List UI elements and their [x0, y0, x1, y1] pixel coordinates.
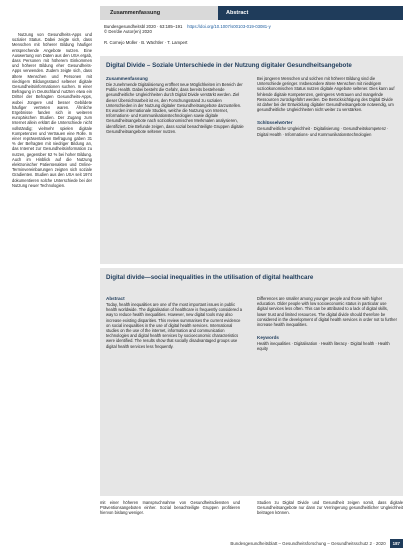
german-abstract-box — [100, 56, 403, 264]
english-article-title: Digital divide—social inequalities in the utilisation of digital healthcare — [106, 274, 314, 281]
german-keywords-heading: Schlüsselwörter — [257, 120, 293, 126]
german-abstract-text-2: Bei jüngeren Menschen und solchen mit höherer Bildung sind die Unterschiede geringer. Insbesondere ältere Menschen mit niedrigem sozioökonomischen Status nutzen digitale Angebote seltener. Dies kann auf fehlende digitale Kompetenzen, geringeres Vertrauen und mangelnde Ressourcen zurückgeführt werden. Die Berücksichtigung des Digital Divide ist daher bei der Entwicklung digitaler Gesundheitsangebote notwendig, um gesundheitliche Ungleichheiten nicht weiter zu verstärken. — [257, 76, 395, 113]
tab-zusammenfassung[interactable]: Zusammenfassung — [100, 6, 218, 20]
doi-link[interactable]: https://doi.org/10.1007/s00103-019-03081-y — [187, 24, 271, 29]
page-footer — [100, 539, 403, 548]
left-column-body-text — [12, 32, 92, 522]
english-abstract-heading: Abstract — [106, 296, 125, 301]
page-number: 187 — [390, 539, 403, 548]
citation-prefix: Bundesgesundheitsbl 2020 · 63:185–191 — [104, 24, 183, 29]
tab-abstract[interactable]: Abstract — [218, 6, 403, 20]
english-abstract-text-2: Differences are smaller among younger people and those with higher education. Older people with low socioeconomic status in particular use digital services less often. This can be attributed to a lack of digital skills, lower trust and limited resources. The digital divide should therefore be considered in the development of digital health services in order not to further increase health inequalities. — [257, 296, 397, 328]
english-abstract-box — [100, 268, 403, 496]
english-keywords: Health inequalities · Digitalisation · Health literacy · Digital health · Health equity — [257, 341, 390, 352]
left-column-paragraph: Nutzung von Gesundheits-Apps und sozialer Status. Dabei zeigte sich, dass Menschen mit höherer Bildung häufiger entsprechende Angebote nutzen. Eine Auswertung von Daten aus den USA ergab, dass Personen mit höherem Einkommen und höherer Bildung eher Gesundheits-Apps verwenden. Zudem zeigte sich, dass ältere Menschen und Personen mit niedrigem Bildungsstand seltener digitale Gesundheitsinformationen suchen. In einer Befragung in Deutschland nutzten etwa ein Drittel der Befragten Gesundheits-Apps, wobei Jüngere und besser Gebildete häufiger vertreten waren. Ähnliche Ergebnisse fanden sich in weiteren europäischen Studien. Der Zugang zum Internet allein erklärt die Unterschiede nicht vollständig; vielmehr spielen digitale Kompetenzen und Vertrauen eine Rolle. In einer repräsentativen Befragung gaben 31 % der Befragten mit niedriger Bildung an, das Internet zur Gesundheitsinformation zu nutzen, gegenüber 62 % bei hoher Bildung. Auch im Hinblick auf die Nutzung elektronischer Patientenakten und Online-Terminvereinbarungen zeigten sich soziale Gradienten. Studien aus den USA seit 1974 dokumentieren solche Unterschiede bei der Nutzung neuer Technologien. — [12, 32, 92, 188]
english-keywords-heading: Keywords — [257, 335, 279, 341]
section-tab-bar — [100, 6, 403, 20]
german-abstract-col1 — [106, 76, 246, 260]
german-keywords: Gesundheitliche Ungleichheit · Digitalisierung · Gesundheitskompetenz · Digital Health · Informations- und Kommunikationstechnologien — [257, 126, 389, 137]
body-text-bottom-left: mit einer höheren Inanspruchnahme von Gesundheitsdiensten und Präventionsangeboten einher. Sozial benachteiligte Gruppen profitieren hiervon bislang weniger. — [100, 500, 240, 516]
copyright-line: © Der/die Autor(en) 2020 — [104, 29, 152, 35]
english-abstract-col2 — [257, 296, 397, 492]
english-abstract-text-1: Today, health inequalities are one of the most important issues in public health worldwide. The digitalisation of healthcare is frequently considered a way to reduce health inequalities. However, new digital tools may also increase existing disparities. This review summarises the current evidence on social inequalities in the use of digital health services. International studies on the use of the internet, information and communication technologies and digital health services by socioeconomic characteristics were identified. The results show that socially disadvantaged groups use digital health services less frequently. — [106, 302, 243, 349]
footer-journal-name: Bundesgesundheitsblatt – Gesundheitsforschung – Gesundheitsschutz 2 · 2020 — [230, 541, 386, 546]
german-abstract-col2 — [257, 76, 397, 260]
english-abstract-col1 — [106, 296, 246, 492]
german-abstract-heading: Zusammenfassung — [106, 76, 148, 81]
authors-line: R. Cornejo Müller · B. Wächtler · T. Lampert — [104, 39, 188, 45]
german-abstract-text-1: Die zunehmende Digitalisierung eröffnet neue Möglichkeiten im Bereich der Public Health. Dabei besteht die Gefahr, dass bereits bestehende gesundheitliche Ungleichheiten durch Digital Divide verstärkt werden. Ziel dieser Übersichtsarbeit ist es, den Forschungsstand zu sozialen Unterschieden in der Nutzung digitaler Gesundheitsangebote darzustellen. Es wurden internationale Studien, welche die Nutzung von Internet, Informations- und Kommunikationstechnologien sowie digitale Gesundheitsangebote nach sozioökonomischen Merkmalen analysieren, identifiziert. Die Befunde zeigen, dass sozial benachteiligte Gruppen digitale Gesundheitsangebote seltener nutzen. — [106, 82, 244, 134]
article-meta — [104, 24, 404, 45]
german-article-title: Digital Divide – Soziale Unterschiede in der Nutzung digitaler Gesundheitsangebote — [106, 62, 352, 69]
body-text-bottom-right: Studien zu Digital Divide und Gesundheit zeigen somit, dass digitale Gesundheitsangebote nur dann zur Verringerung gesundheitlicher Ungleichheit beitragen können. — [257, 500, 403, 516]
